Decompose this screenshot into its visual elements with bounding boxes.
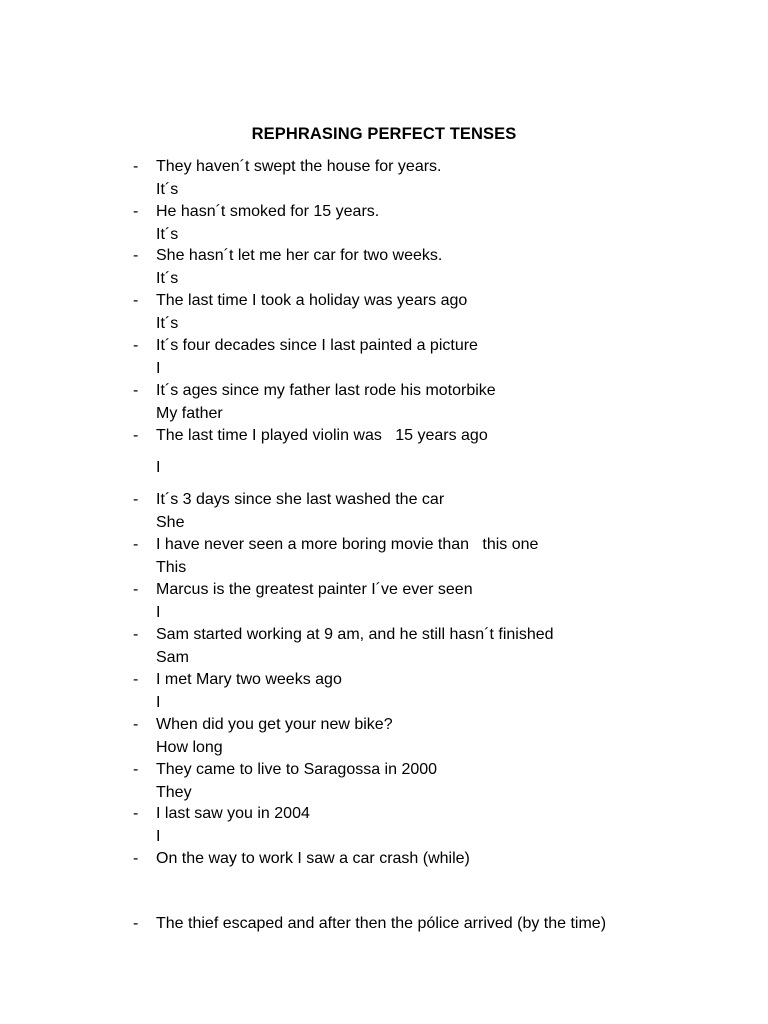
bullet-dash: - — [133, 915, 139, 932]
answer-start: I — [156, 603, 161, 621]
answer-start: I — [156, 359, 161, 377]
bullet-dash: - — [133, 427, 139, 444]
answer-start: They — [156, 783, 192, 801]
bullet-dash: - — [133, 536, 139, 553]
exercise-prompt: He hasn´t smoked for 15 years. — [156, 203, 380, 220]
exercise-prompt: They haven´t swept the house for years. — [156, 158, 442, 175]
bullet-dash: - — [133, 850, 139, 867]
exercise-prompt: The last time I played violin was 15 years ago — [156, 427, 488, 444]
answer-start: I — [156, 459, 161, 476]
bullet-dash: - — [133, 626, 139, 643]
answer-start: It´s — [156, 225, 179, 243]
bullet-dash: - — [133, 382, 139, 399]
answer-start: I — [156, 827, 161, 845]
answer-start: This — [156, 558, 187, 576]
exercise-prompt: Sam started working at 9 am, and he still hasn´t finished — [156, 626, 554, 643]
bullet-dash: - — [133, 581, 139, 598]
bullet-dash: - — [133, 491, 139, 508]
bullet-dash: - — [133, 247, 139, 264]
bullet-dash: - — [133, 761, 139, 778]
answer-start: My father — [156, 404, 223, 422]
bullet-dash: - — [133, 716, 139, 733]
answer-start: It´s — [156, 269, 179, 287]
bullet-dash: - — [133, 337, 139, 354]
exercise-prompt: They came to live to Saragossa in 2000 — [156, 761, 438, 778]
answer-start: Sam — [156, 648, 189, 666]
bullet-dash: - — [133, 203, 139, 220]
exercise-prompt: It´s four decades since I last painted a picture — [156, 337, 478, 354]
exercise-prompt: On the way to work I saw a car crash (while) — [156, 850, 470, 867]
answer-start: I — [156, 693, 161, 711]
exercise-prompt: I met Mary two weeks ago — [156, 671, 342, 688]
bullet-dash: - — [133, 158, 139, 175]
exercise-prompt: It´s ages since my father last rode his motorbike — [156, 382, 496, 399]
exercise-prompt: When did you get your new bike? — [156, 716, 393, 733]
answer-start: It´s — [156, 180, 179, 198]
exercise-prompt: The thief escaped and after then the pólice arrived (by the time) — [156, 915, 607, 932]
answer-start: How long — [156, 738, 223, 756]
exercise-prompt: I have never seen a more boring movie than this one — [156, 536, 539, 553]
exercise-prompt: Marcus is the greatest painter I´ve ever seen — [156, 581, 473, 598]
bullet-dash: - — [133, 805, 139, 822]
answer-start: It´s — [156, 314, 179, 332]
bullet-dash: - — [133, 671, 139, 688]
exercise-prompt: The last time I took a holiday was years ago — [156, 292, 468, 309]
exercise-prompt: It´s 3 days since she last washed the car — [156, 491, 445, 508]
answer-start: She — [156, 513, 185, 531]
exercise-prompt: I last saw you in 2004 — [156, 805, 310, 822]
page-title: REPHRASING PERFECT TENSES — [251, 125, 517, 143]
bullet-dash: - — [133, 292, 139, 309]
exercise-prompt: She hasn´t let me her car for two weeks. — [156, 247, 443, 264]
